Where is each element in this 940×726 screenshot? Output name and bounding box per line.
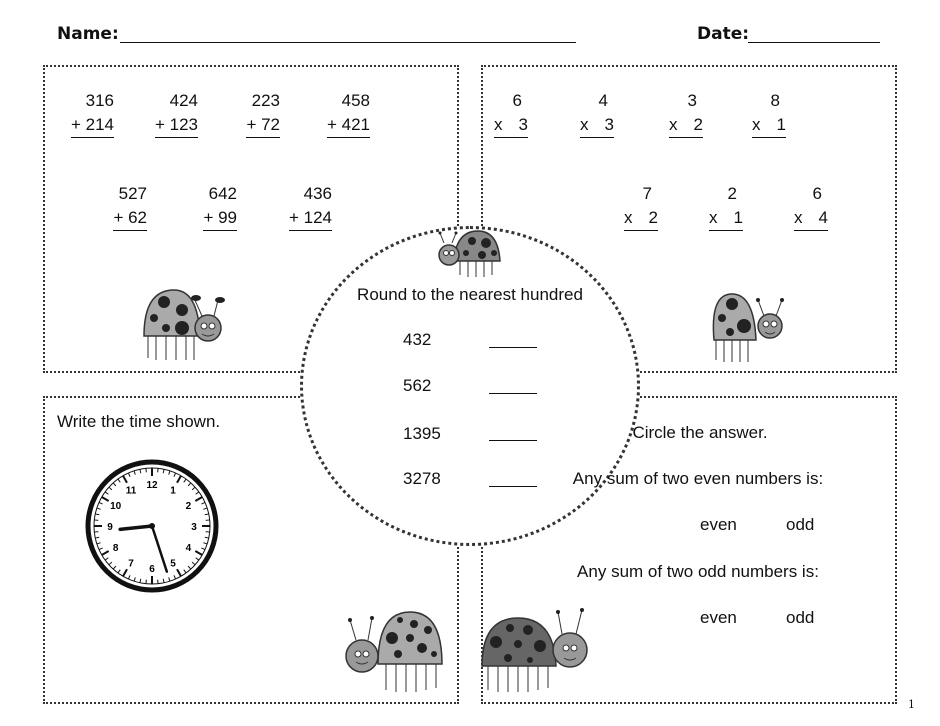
clock-number: 8 bbox=[112, 543, 119, 554]
circle-answer-title: Circle the answer. bbox=[632, 423, 768, 442]
option-even[interactable]: even bbox=[700, 515, 737, 534]
addition-problem: 424 + 123 bbox=[128, 89, 198, 138]
rounding-answer-blank[interactable] bbox=[489, 393, 537, 394]
addition-problem: 223 + 72 bbox=[210, 89, 280, 138]
multiplication-problem: 2 x 1 bbox=[683, 182, 743, 231]
clock-number: 11 bbox=[125, 485, 137, 497]
ladybug-icon bbox=[342, 608, 446, 694]
ladybug-icon bbox=[710, 288, 788, 366]
clock-icon bbox=[84, 458, 220, 594]
rounding-number: 562 bbox=[403, 376, 432, 395]
question-odd: Any sum of two odd numbers is: bbox=[577, 562, 819, 581]
question-even: Any sum of two even numbers is: bbox=[572, 469, 824, 488]
name-line[interactable] bbox=[120, 42, 576, 43]
date-label: Date: bbox=[697, 24, 750, 44]
multiplication-problem: 6 x 3 bbox=[468, 89, 528, 138]
rounding-number: 3278 bbox=[403, 469, 441, 488]
ladybug-icon bbox=[436, 229, 502, 279]
multiplication-problem: 7 x 2 bbox=[598, 182, 658, 231]
multiplication-problem: 6 x 4 bbox=[768, 182, 828, 231]
addition-problem: 527 + 62 bbox=[77, 182, 147, 231]
rounding-answer-blank[interactable] bbox=[489, 347, 537, 348]
rounding-number: 1395 bbox=[403, 424, 441, 443]
addition-problem: 316 + 214 bbox=[44, 89, 114, 138]
ladybug-icon bbox=[478, 606, 592, 694]
option-even[interactable]: even bbox=[700, 608, 737, 627]
multiplication-problem: 8 x 1 bbox=[726, 89, 786, 138]
clock-number: 9 bbox=[107, 522, 113, 533]
clock-number: 7 bbox=[128, 558, 134, 570]
name-label: Name: bbox=[57, 24, 119, 44]
addition-problem: 436 + 124 bbox=[262, 182, 332, 231]
multiplication-problem: 3 x 2 bbox=[643, 89, 703, 138]
addition-problem: 642 + 99 bbox=[167, 182, 237, 231]
date-line[interactable] bbox=[748, 42, 880, 43]
clock-number: 6 bbox=[149, 564, 155, 575]
clock-number: 12 bbox=[146, 480, 158, 491]
option-odd[interactable]: odd bbox=[786, 515, 815, 534]
multiplication-problem: 4 x 3 bbox=[554, 89, 614, 138]
option-odd[interactable]: odd bbox=[786, 608, 815, 627]
clock-number: 2 bbox=[185, 501, 192, 512]
time-instruction: Write the time shown. bbox=[57, 412, 221, 431]
rounding-title: Round to the nearest hundred bbox=[357, 285, 583, 304]
clock-number: 10 bbox=[110, 501, 122, 512]
clock-number: 4 bbox=[185, 543, 192, 554]
addition-problem: 458 + 421 bbox=[300, 89, 370, 138]
rounding-number: 432 bbox=[403, 330, 432, 349]
clock-number: 5 bbox=[170, 558, 176, 570]
clock-number: 1 bbox=[170, 485, 176, 497]
ladybug-icon bbox=[138, 284, 230, 366]
page-number: 1 bbox=[908, 698, 915, 711]
clock-number: 3 bbox=[191, 522, 197, 533]
